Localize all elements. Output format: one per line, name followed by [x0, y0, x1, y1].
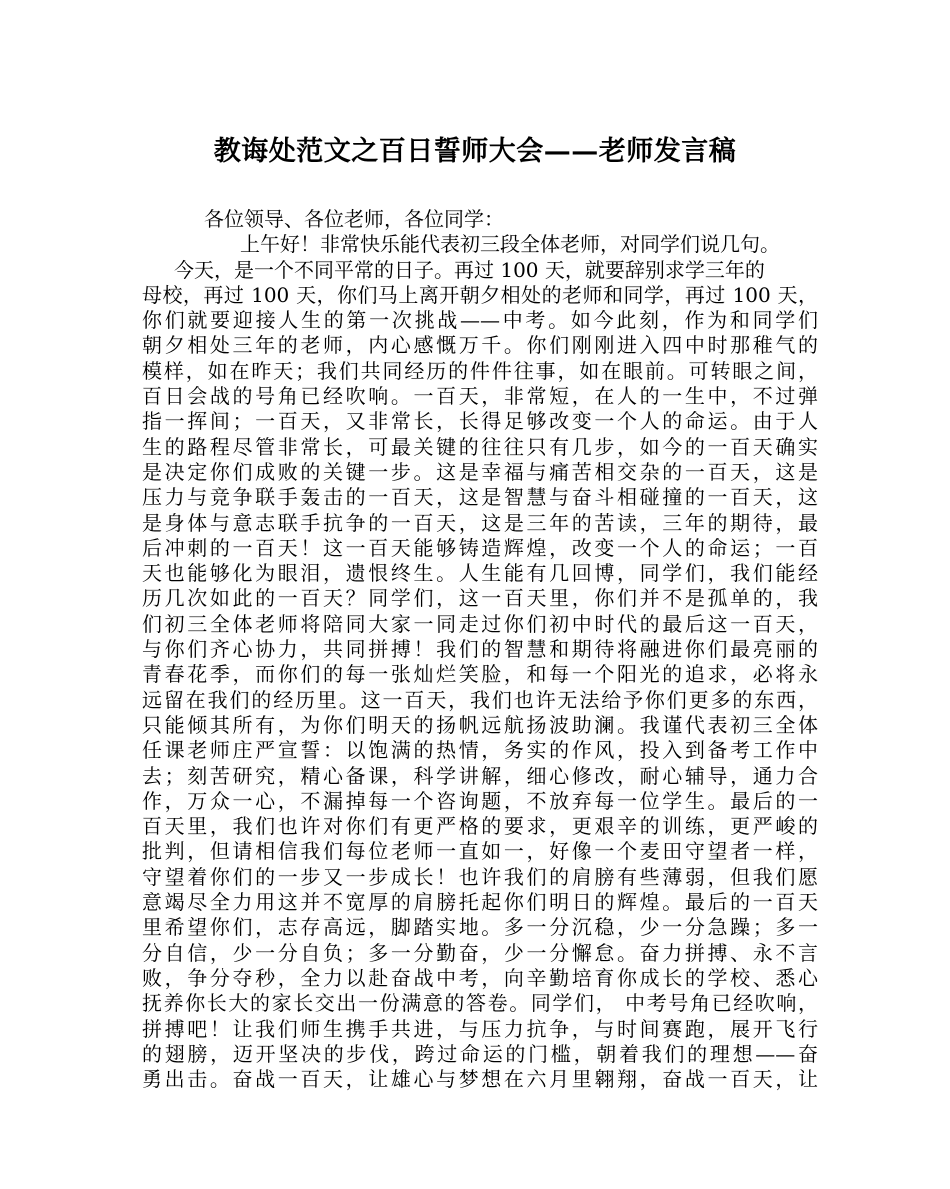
paragraph-line: 远留在我们的经历里。这一百天，我们也许无法给予你们更多的东西，: [142, 687, 818, 712]
paragraph-line: 指一挥间；一百天，又非常长，长得足够改变一个人的命运。由于人: [142, 409, 818, 434]
paragraph-line: 今天，是一个不同平常的日子。再过 100 天，就要辞别求学三年的: [174, 257, 765, 282]
salutation-line: 各位领导、各位老师，各位同学：: [204, 207, 504, 231]
document-title: 教诲处范文之百日誓师大会——老师发言稿: [213, 136, 737, 167]
paragraph-line: 历几次如此的一百天？同学们，这一百天里，你们并不是孤单的，我: [142, 586, 818, 611]
paragraph-line: 压力与竞争联手轰击的一百天，这是智慧与奋斗相碰撞的一百天，这: [142, 485, 818, 510]
paragraph-line: 勇出击。奋战一百天，让雄心与梦想在六月里翱翔，奋战一百天，让: [142, 1067, 818, 1092]
paragraph-line: 里希望你们，志存高远，脚踏实地。多一分沉稳，少一分急躁；多一: [142, 915, 818, 940]
paragraph-line: 批判，但请相信我们每位老师一直如一，好像一个麦田守望者一样，: [142, 839, 818, 864]
document-body: [142, 207, 818, 1092]
paragraph-line: 拼搏吧！让我们师生携手共进，与压力抗争，与时间赛跑，展开飞行: [142, 1016, 818, 1041]
paragraph-line: 百天里，我们也许对你们有更严格的要求，更艰辛的训练，更严峻的: [142, 814, 818, 839]
paragraph-line: 青春花季，而你们的每一张灿烂笑脸，和每一个阳光的追求，必将永: [142, 662, 818, 687]
paragraph-line: 作，万众一心，不漏掉每一个咨询题，不放弃每一位学生。最后的一: [142, 788, 818, 813]
paragraph-line: 分自信，少一分自负；多一分勤奋，少一分懈怠。奋力拼搏、永不言: [142, 940, 818, 965]
paragraph-line: 任课老师庄严宣誓：以饱满的热情，务实的作风，投入到备考工作中: [142, 738, 818, 763]
paragraph-line: 是决定你们成败的关键一步。这是幸福与痛苦相交杂的一百天，这是: [142, 459, 818, 484]
paragraph-line: 母校，再过 100 天，你们马上离开朝夕相处的老师和同学，再过 100 天，: [142, 282, 818, 307]
paragraph-line: 模样，如在昨天；我们共同经历的件件往事，如在眼前。可转眼之间，: [142, 358, 818, 383]
paragraph-line: 天也能够化为眼泪，遗恨终生。人生能有几回博，同学们，我们能经: [142, 561, 818, 586]
paragraph-line: 败，争分夺秒，全力以赴奋战中考，向辛勤培育你成长的学校、悉心: [142, 965, 818, 990]
paragraph-line: 后冲刺的一百天！这一百天能够铸造辉煌，改变一个人的命运；一百: [142, 535, 818, 560]
paragraph-line: 百日会战的号角已经吹响。一百天，非常短，在人的一生中，不过弹: [142, 384, 818, 409]
paragraph-line: 是身体与意志联手抗争的一百天，这是三年的苦读，三年的期待，最: [142, 510, 818, 535]
paragraph-line: 抚养你长大的家长交出一份满意的答卷。同学们， 中考号角已经吹响，: [142, 991, 818, 1016]
paragraph-line: 与你们齐心协力，共同拼搏！我们的智慧和期待将融进你们最亮丽的: [142, 637, 818, 662]
paragraph-line: 守望着你们的一步又一步成长！也许我们的肩膀有些薄弱，但我们愿: [142, 864, 818, 889]
paragraph-line: 只能倾其所有，为你们明天的扬帆远航扬波助澜。我谨代表初三全体: [142, 712, 818, 737]
paragraph-line: 的翅膀，迈开坚决的步伐，跨过命运的门槛，朝着我们的理想——奋: [142, 1041, 818, 1066]
greeting-line: 上午好！非常快乐能代表初三段全体老师，对同学们说几句。: [240, 232, 780, 257]
paragraph-line: 去；刻苦研究，精心备课，科学讲解，细心修改，耐心辅导，通力合: [142, 763, 818, 788]
paragraph-line: 意竭尽全力用这并不宽厚的肩膀托起你们明日的辉煌。最后的一百天: [142, 890, 818, 915]
paragraph-line: 们初三全体老师将陪同大家一同走过你们初中时代的最后这一百天，: [142, 611, 818, 636]
paragraph-line: 生的路程尽管非常长，可最关键的往往只有几步，如今的一百天确实: [142, 434, 818, 459]
paragraph-line: 你们就要迎接人生的第一次挑战——中考。如今此刻，作为和同学们: [142, 308, 818, 333]
paragraph-line: 朝夕相处三年的老师，内心感慨万千。你们刚刚进入四中时那稚气的: [142, 333, 818, 358]
